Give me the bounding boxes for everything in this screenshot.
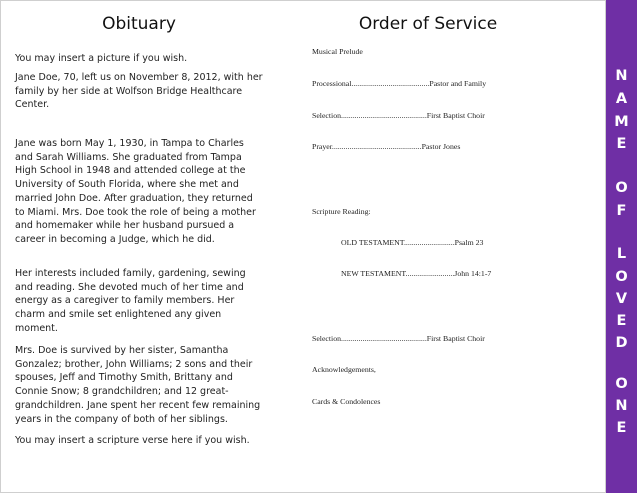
sidebar-letter: N (615, 398, 628, 414)
sidebar-letter: E (616, 420, 627, 436)
service-item: Musical Prelude (312, 47, 363, 56)
obituary-paragraph: Jane Doe, 70, left us on November 8, 2012, with her family by her side at Wolfson Bridge Healthcare Center. (15, 72, 263, 111)
service-item: Cards & Condolences (312, 397, 381, 406)
service-item: Acknowledgements, (312, 365, 376, 374)
obituary-title: Obituary (102, 14, 176, 34)
sidebar-letter: L (616, 246, 627, 262)
sidebar-letter: N (615, 68, 628, 84)
sidebar-letter: O (615, 269, 628, 285)
obituary-paragraph: Her interests included family, gardening, sewing and reading. She devoted much of her time and energy as a caregiver to family members. Her charm and smile set enlightened any given moment. (15, 268, 246, 334)
sidebar-letter: D (615, 335, 628, 351)
obituary-paragraph: Jane was born May 1, 1930, in Tampa to Charles and Sarah Williams. She graduated from Tampa High School in 1948 and attended college at the University of South Florida, where she met and married John Doe. After graduation, they returned to Miami. Mrs. Doe took the role of being a mother and homemaker while her husband pursued a career in becoming a Judge, which he did. (15, 138, 256, 245)
service-item: Processional........................................Pastor and Family (312, 79, 487, 88)
sidebar-letter: A (615, 91, 628, 107)
obituary-paragraph: You may insert a picture if you wish. (15, 53, 188, 64)
service-item: Selection............................................First Baptist Choir (312, 111, 485, 120)
sidebar-letter: F (616, 203, 627, 219)
sidebar-letter: E (616, 136, 627, 152)
order-of-service-title: Order of Service (358, 14, 498, 34)
service-item: NEW TESTAMENT.........................John 14:1-7 (341, 269, 492, 278)
sidebar-letter: M (614, 114, 629, 130)
obituary-paragraph: Mrs. Doe is survived by her sister, Samantha Gonzalez; brother, John Williams; 2 sons and their spouses, Jeff and Timothy Smith, Brittany and Connie Snow; 8 grandchildren; and 12 great-grandchildren. Jane spent her recent few remaining years in the company of both of her siblings. (15, 345, 261, 425)
name-of-loved-one-sidebar (606, 0, 637, 493)
service-item: Prayer..............................................Pastor Jones (312, 142, 461, 151)
service-item: Selection............................................First Baptist Choir (312, 334, 485, 343)
sidebar-letter: E (616, 313, 627, 329)
obituary-paragraph: You may insert a scripture verse here if you wish. (15, 435, 250, 446)
sidebar-letter: O (615, 376, 628, 392)
service-item: Scripture Reading: (312, 207, 371, 216)
sidebar-letter: O (615, 180, 628, 196)
service-item: OLD TESTAMENT..........................Psalm 23 (341, 238, 484, 247)
sidebar-letter: V (615, 291, 628, 307)
